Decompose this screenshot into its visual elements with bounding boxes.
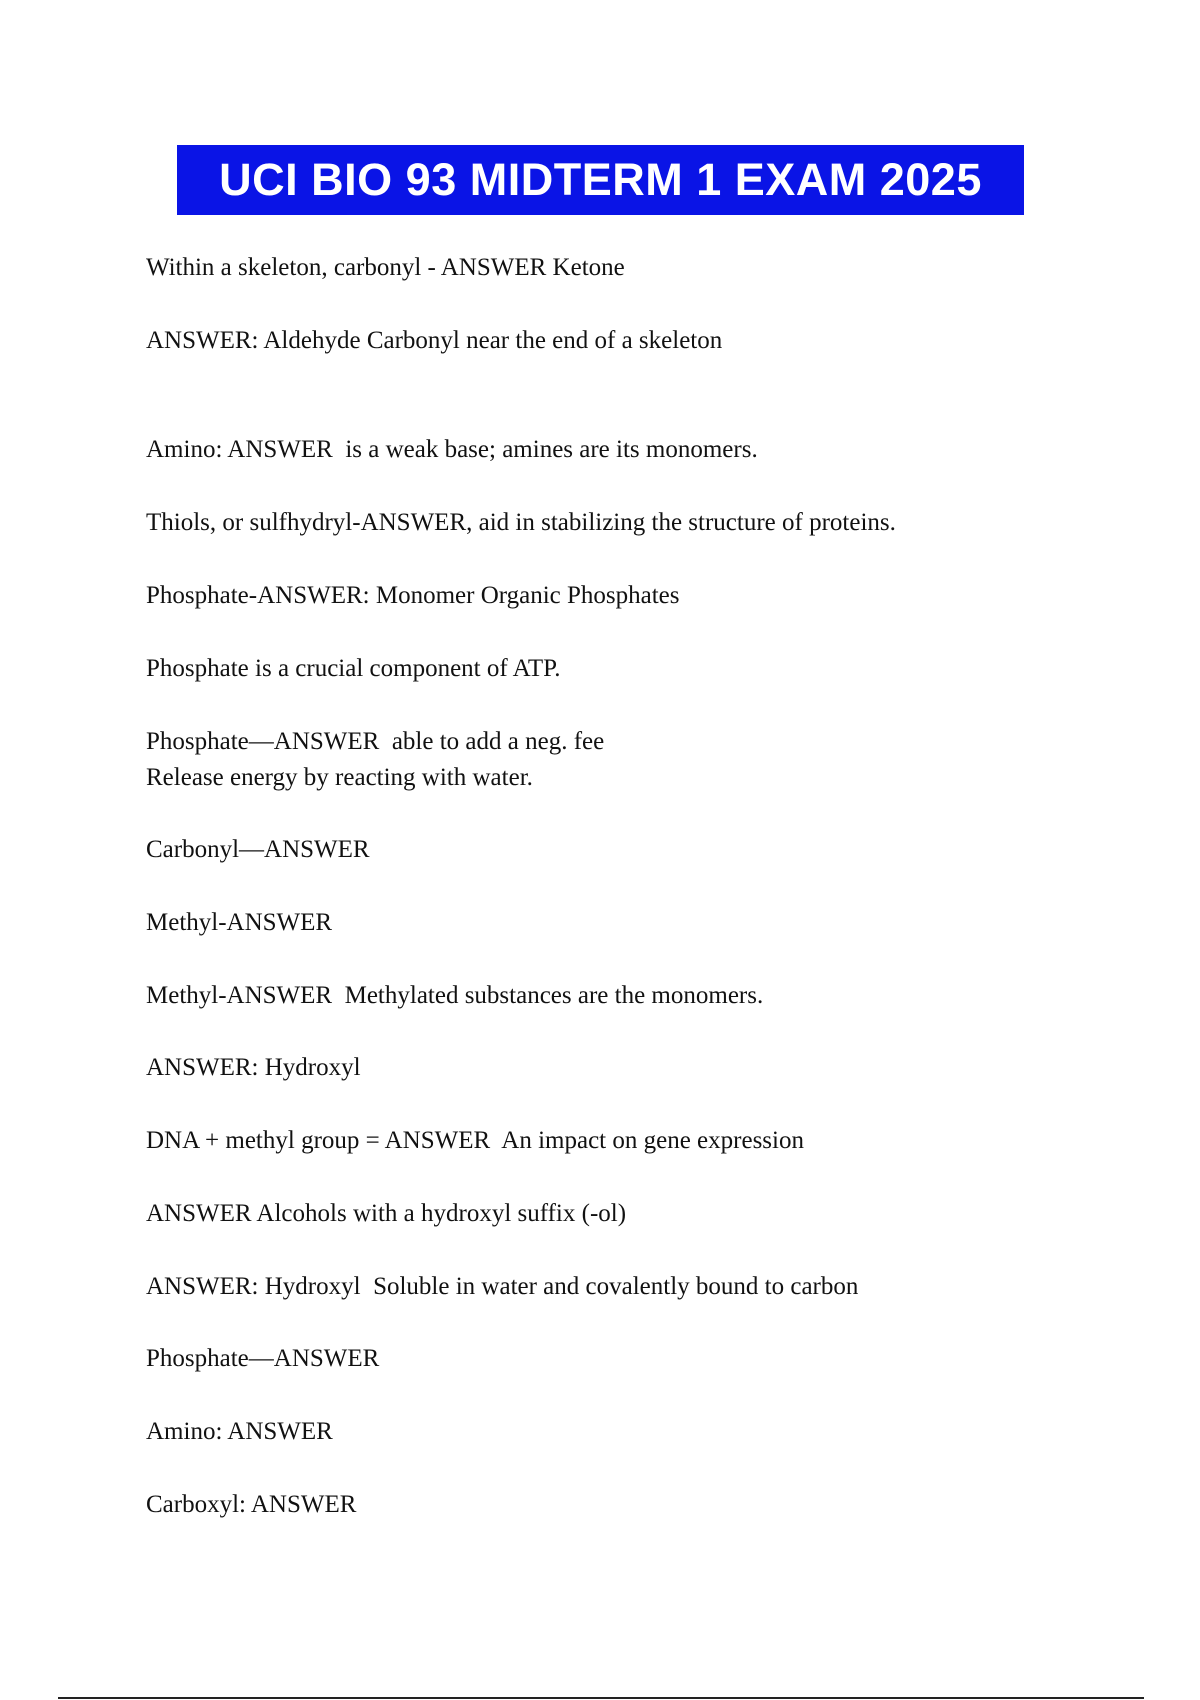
qa-line: Amino: ANSWER is a weak base; amines are its monomers.	[146, 436, 758, 463]
qa-line: Methyl-ANSWER	[146, 909, 333, 936]
qa-line: Carboxyl: ANSWER	[146, 1491, 357, 1518]
qa-line: ANSWER: Hydroxyl Soluble in water and covalently bound to carbon	[146, 1273, 859, 1300]
qa-line: Within a skeleton, carbonyl - ANSWER Ketone	[146, 254, 625, 281]
qa-line: ANSWER: Hydroxyl	[146, 1054, 361, 1081]
document-title: UCI BIO 93 MIDTERM 1 EXAM 2025	[219, 154, 982, 205]
qa-line: Phosphate-ANSWER: Monomer Organic Phosphates	[146, 582, 680, 609]
footer-divider	[58, 1697, 1144, 1699]
qa-line: Phosphate is a crucial component of ATP.	[146, 655, 561, 682]
qa-line: ANSWER: Aldehyde Carbonyl near the end of a skeleton	[146, 327, 723, 354]
qa-line: Methyl-ANSWER Methylated substances are the monomers.	[146, 982, 764, 1009]
qa-line: Release energy by reacting with water.	[146, 764, 533, 791]
qa-line: Phosphate—ANSWER	[146, 1345, 380, 1372]
qa-line: ANSWER Alcohols with a hydroxyl suffix (-ol)	[146, 1200, 627, 1227]
title-banner	[177, 145, 1024, 215]
qa-line: Carbonyl—ANSWER	[146, 836, 370, 863]
qa-line: Thiols, or sulfhydryl-ANSWER, aid in stabilizing the structure of proteins.	[146, 509, 896, 536]
qa-line: Amino: ANSWER	[146, 1418, 333, 1445]
qa-line: Phosphate—ANSWER able to add a neg. fee	[146, 728, 605, 755]
qa-line: DNA + methyl group = ANSWER An impact on gene expression	[146, 1127, 804, 1154]
